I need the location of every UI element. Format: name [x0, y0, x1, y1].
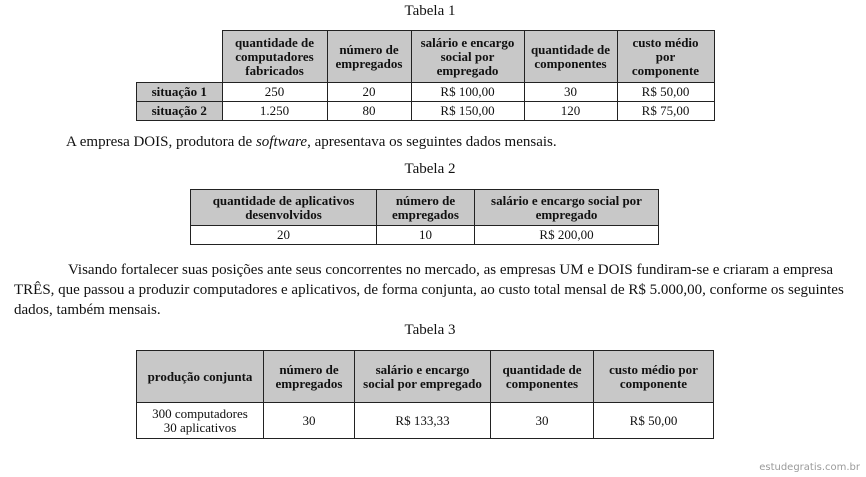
table-cell: 10: [377, 226, 475, 245]
watermark: estudegratis.com.br: [759, 462, 860, 473]
paragraph-italic: software: [255, 134, 308, 150]
table2: [190, 189, 659, 245]
table-cell: R$ 150,00: [411, 102, 524, 121]
table-cell: 30: [524, 83, 617, 102]
table2-header: quantidade de aplicativos desenvolvidos: [191, 190, 377, 226]
table-cell: R$ 50,00: [594, 403, 714, 439]
cell-line: 300 computadores: [152, 405, 248, 421]
table1: [136, 30, 715, 121]
table-cell: R$ 100,00: [411, 83, 524, 102]
table1-header: número de empregados: [327, 31, 411, 83]
table2-header-row: [191, 190, 659, 226]
row-label: situação 1: [137, 83, 223, 102]
paragraph-text: A empresa DOIS, produtora de: [66, 134, 256, 150]
table-cell: 120: [524, 102, 617, 121]
table3-header: salário e encargo social por empregado: [355, 351, 491, 403]
table2-caption: Tabela 2: [404, 161, 456, 177]
table1-header: custo médio por componente: [617, 31, 714, 83]
table-cell: 20: [327, 83, 411, 102]
paragraph-tres: [14, 260, 860, 320]
table1-header-row: [137, 31, 715, 83]
table-cell: [137, 403, 264, 439]
table1-caption: Tabela 1: [404, 3, 456, 19]
table-row: [191, 226, 659, 245]
table-cell: R$ 50,00: [617, 83, 714, 102]
table3-header: número de empregados: [264, 351, 355, 403]
table2-header: salário e encargo social por empregado: [475, 190, 659, 226]
table-cell: R$ 200,00: [475, 226, 659, 245]
table2-header: número de empregados: [377, 190, 475, 226]
table-cell: 30: [264, 403, 355, 439]
table-cell: R$ 75,00: [617, 102, 714, 121]
table3-header: quantidade de componentes: [491, 351, 594, 403]
table-row: [137, 83, 715, 102]
table3: [136, 350, 714, 439]
table-cell: 1.250: [222, 102, 327, 121]
table1-header: quantidade de computadores fabricados: [222, 31, 327, 83]
table-cell: 20: [191, 226, 377, 245]
paragraph-line: Visando fortalecer suas posições ante seus concorrentes no mercado, as empresas UM e DOIS fundiram-se e criaram a empresa: [68, 262, 834, 278]
table-row: [137, 102, 715, 121]
table-cell: 30: [491, 403, 594, 439]
table1-header: salário e encargo social por empregado: [411, 31, 524, 83]
table3-header-row: [137, 351, 714, 403]
table-cell: 250: [222, 83, 327, 102]
paragraph-line: TRÊS, que passou a produzir computadores e aplicativos, de forma conjunta, ao custo total mensal de R$ 5.000,00, conforme os seguintes: [14, 282, 844, 298]
table1-header: quantidade de componentes: [524, 31, 617, 83]
paragraph-text: , apresentava os seguintes dados mensais.: [307, 134, 557, 150]
table-row: [137, 403, 714, 439]
table3-header: produção conjunta: [137, 351, 264, 403]
table3-header: custo médio por componente: [594, 351, 714, 403]
table3-caption: Tabela 3: [404, 322, 456, 338]
paragraph-line: dados, também mensais.: [14, 302, 161, 318]
table-cell: 80: [327, 102, 411, 121]
row-label: situação 2: [137, 102, 223, 121]
table-cell: R$ 133,33: [355, 403, 491, 439]
paragraph-dois: [66, 132, 557, 152]
cell-line: 30 aplicativos: [163, 419, 237, 435]
